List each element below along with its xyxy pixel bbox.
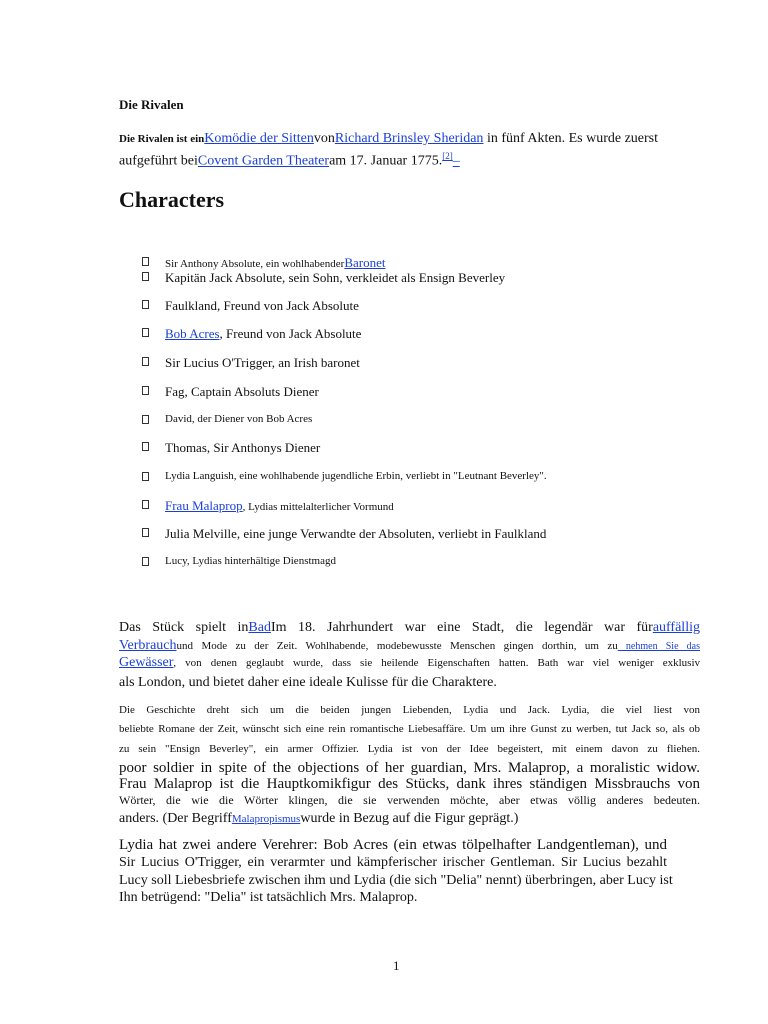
paragraph-setting — [119, 620, 700, 693]
link-bad[interactable]: Bad — [248, 620, 271, 635]
character-text: Thomas, Sir Anthonys Diener — [165, 440, 321, 455]
paragraph-line: beliebte Romane der Zeit, wünscht sich eine rein romantische Liebesaffäre. Um um ihre Gunst zu werben, tut Jack so, als ob — [119, 723, 700, 735]
bullet-icon — [142, 386, 149, 395]
bullet-icon — [142, 500, 149, 509]
link-auffaellig[interactable]: auffällig — [652, 620, 700, 635]
document-title: Die Rivalen — [119, 97, 184, 112]
link-sheridan[interactable]: Richard Brinsley Sheridan — [334, 131, 484, 146]
paragraph-line: Sir Lucius O'Trigger, ein verarmter und kämpferischer irischer Gentleman. Sir Lucius bezahlt — [119, 855, 667, 870]
intro-text-2: von — [313, 131, 335, 146]
paragraph-line: zu sein "Ensign Beverley", ein armer Offizier. Lydia ist von der Idee begeistert, mit einem davon zu fliehen. — [119, 743, 700, 755]
bullet-icon — [142, 300, 149, 309]
paragraph-line: Lucy soll Liebesbriefe zwischen ihm und Lydia (die sich "Delia" nennt) überbringen, aber Lucy ist — [119, 873, 673, 888]
paragraph-line: anders. (Der BegriffMalapropismuswurde in Bezug auf die Figur geprägt.) — [119, 811, 519, 826]
character-text: Sir Anthony Absolute, ein wohlhabender — [165, 258, 345, 270]
paragraph-line: Lydia hat zwei andere Verehrer: Bob Acres (ein etwas tölpelhafter Landgentleman), und — [119, 837, 667, 853]
paragraph-line: Ihn betrügend: "Delia" ist tatsächlich Mrs. Malaprop. — [119, 890, 418, 905]
paragraph-line: Frau Malaprop ist die Hauptkomikfigur des Stücks, dank ihres ständigen Missbrauchs von — [119, 776, 700, 792]
bullet-icon — [142, 272, 149, 281]
link-gewaesser[interactable]: Gewässer — [119, 655, 174, 670]
character-text: Julia Melville, eine junge Verwandte der Absoluten, verliebt in Faulkland — [165, 526, 547, 541]
link-komoedie-der-sitten[interactable]: Komödie der Sitten — [204, 131, 314, 146]
link-covent-garden[interactable]: Covent Garden Theater — [197, 153, 330, 169]
paragraph-line: Verbrauchund Mode zu der Zeit. Wohlhabende, modebewusste Menschen gingen dorthin, um zu nehmen Sie das — [119, 638, 700, 653]
bullet-icon — [142, 328, 149, 337]
page-number: 1 — [393, 958, 400, 973]
link-malapropismus[interactable]: Malapropismus — [231, 813, 301, 825]
character-text: Lucy, Lydias hinterhältige Dienstmagd — [165, 555, 336, 567]
reference-dash-link[interactable]: – — [452, 153, 460, 169]
character-text: Lydia Languish, eine wohlhabende jugendliche Erbin, verliebt in "Leutnant Beverley". — [165, 470, 547, 482]
bullet-icon — [142, 357, 149, 366]
bullet-icon — [142, 557, 149, 566]
character-text: , Freund von Jack Absolute — [219, 326, 362, 341]
link-nehmen-sie-das[interactable]: nehmen Sie das — [617, 641, 700, 652]
intro-text-4: aufgeführt bei — [119, 153, 198, 169]
characters-heading: Characters — [119, 187, 225, 212]
paragraph-line: Wörter, die wie die Wörter klingen, die sie verwenden möchte, aber etwas völlig anderes bedeuten. — [119, 793, 700, 807]
character-text: Sir Lucius O'Trigger, an Irish baronet — [165, 355, 360, 370]
paragraph-line: Gewässer, von denen geglaubt wurde, dass sie heilende Eigenschaften hatten. Bath war viel weniger exklusiv — [119, 655, 700, 670]
bullet-icon — [142, 528, 149, 537]
character-text: Kapitän Jack Absolute, sein Sohn, verkleidet als Ensign Beverley — [165, 270, 506, 285]
link-frau-malaprop[interactable]: Frau Malaprop — [165, 498, 243, 513]
intro-text-5: am 17. Januar 1775. — [329, 153, 443, 169]
paragraph-suitors — [119, 837, 673, 908]
character-text: Fag, Captain Absoluts Diener — [165, 384, 319, 399]
link-bob-acres[interactable]: Bob Acres — [165, 326, 220, 341]
paragraph-line: Das Stück spielt inBadIm 18. Jahrhundert war eine Stadt, die legendär war fürauffällig — [119, 620, 700, 635]
character-text: Faulkland, Freund von Jack Absolute — [165, 298, 359, 313]
intro-text-1: Die Rivalen ist ein — [119, 133, 205, 145]
intro-paragraph — [119, 130, 689, 170]
intro-text-3: in fünf Akten. Es wurde zuerst — [483, 131, 659, 146]
paragraph-line: als London, und bietet daher eine ideale Kulisse für die Charaktere. — [119, 675, 497, 690]
link-baronet[interactable]: Baronet — [344, 255, 386, 270]
bullet-icon — [142, 415, 149, 424]
paragraph-line: poor soldier in spite of the objections of her guardian, Mrs. Malaprop, a moralistic widow. — [119, 760, 700, 776]
bullet-icon — [142, 442, 149, 451]
reference-link[interactable]: [2] — [442, 151, 453, 161]
character-text: David, der Diener von Bob Acres — [165, 413, 313, 425]
link-verbrauch[interactable]: Verbrauch — [119, 638, 177, 653]
paragraph-plot — [119, 704, 700, 829]
character-text: , Lydias mittelalterlicher Vormund — [242, 501, 394, 513]
bullet-icon — [142, 257, 149, 266]
bullet-icon — [142, 472, 149, 481]
paragraph-line: Die Geschichte dreht sich um die beiden jungen Liebenden, Lydia und Jack. Lydia, die viel liest von — [119, 704, 700, 716]
